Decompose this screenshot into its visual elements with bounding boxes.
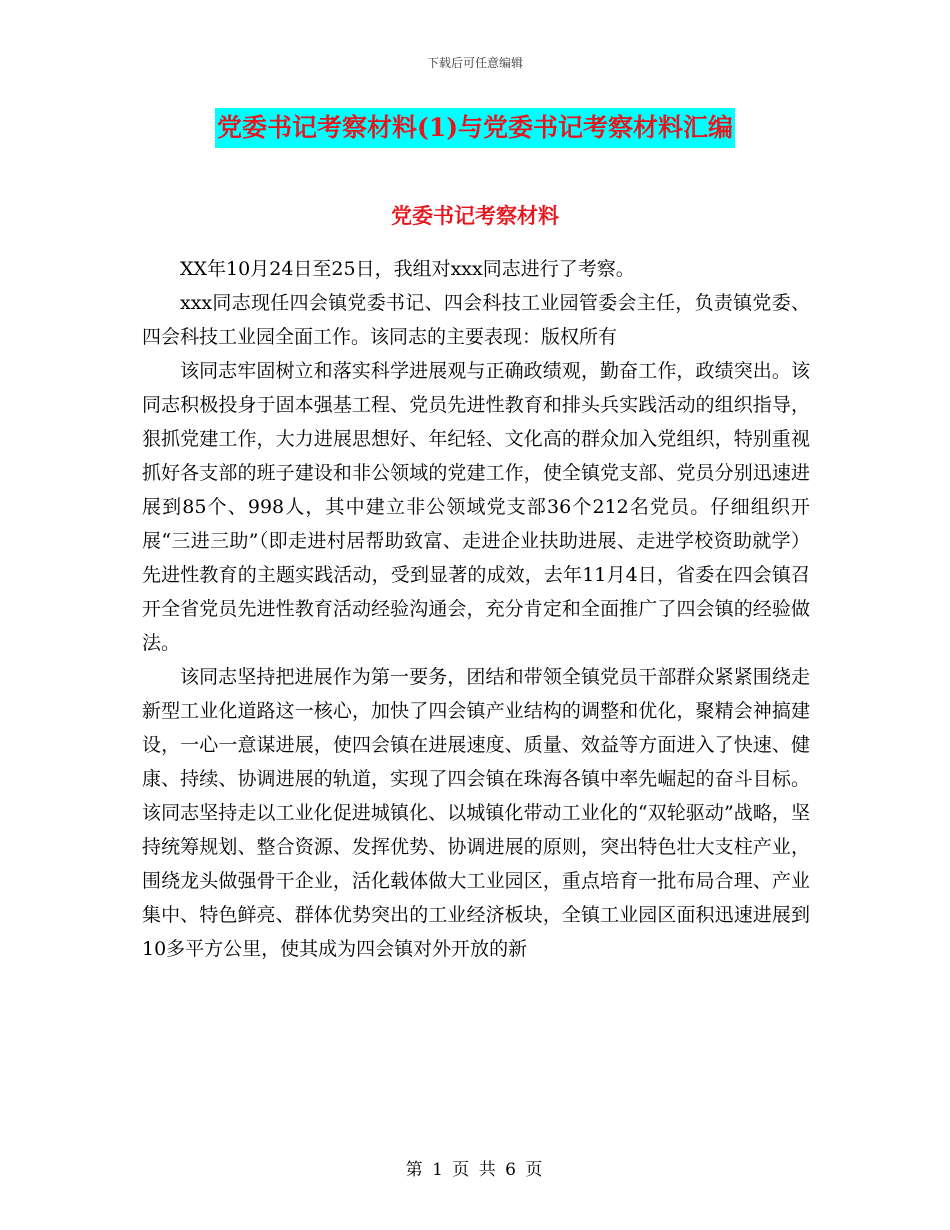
paragraph: xxx同志现任四会镇党委书记、四会科技工业园管委会主任，负责镇党委、四会科技工业园全面工作。该同志的主要表现：版权所有 [142,292,810,348]
paragraph: XX年10月24日至25日，我组对xxx同志进行了考察。 [180,258,635,280]
document-title-container [0,108,950,148]
page-number-footer: 第 1 页 共 6 页 [405,1160,545,1180]
document-body [142,252,810,966]
section-title: 党委书记考察材料 [391,203,559,228]
paragraph: 该同志牢固树立和落实科学进展观与正确政绩观，勤奋工作，政绩突出。该同志积极投身于固本强基工程、党员先进性教育和排头兵实践活动的组织指导，狠抓党建工作，大力进展思想好、年纪轻、文化高的群众加入党组织，特别重视抓好各支部的班子建设和非公领域的党建工作，使全镇党支部、党员分别迅速进展到85个、998人，其中建立非公领域党支部36个212名党员。仔细组织开展“三进三助”（即走进村居帮助致富、走进企业扶助进展、走进学校资助就学）先进性教育的主题实践活动，受到显著的成效，去年11月4日，省委在四会镇召开全省党员先进性教育活动经验沟通会，充分肯定和全面推广了四会镇的经验做法。 [142,360,810,654]
document-title: 党委书记考察材料(1)与党委书记考察材料汇编 [215,108,735,148]
header-note: 下载后可任意编辑 [426,56,523,70]
paragraph: 该同志坚持把进展作为第一要务，团结和带领全镇党员干部群众紧紧围绕走新型工业化道路这一核心，加快了四会镇产业结构的调整和优化，聚精会神搞建设，一心一意谋进展，使四会镇在进展速度、质量、效益等方面进入了快速、健康、持续、协调进展的轨道，实现了四会镇在珠海各镇中率先崛起的奋斗目标。该同志坚持走以工业化促进城镇化、以城镇化带动工业化的“双轮驱动”战略，坚持统筹规划、整合资源、发挥优势、协调进展的原则，突出特色壮大支柱产业，围绕龙头做强骨干企业，活化载体做大工业园区，重点培育一批布局合理、产业集中、特色鲜亮、群体优势突出的工业经济板块，全镇工业园区面积迅速进展到10多平方公里，使其成为四会镇对外开放的新 [142,666,810,960]
